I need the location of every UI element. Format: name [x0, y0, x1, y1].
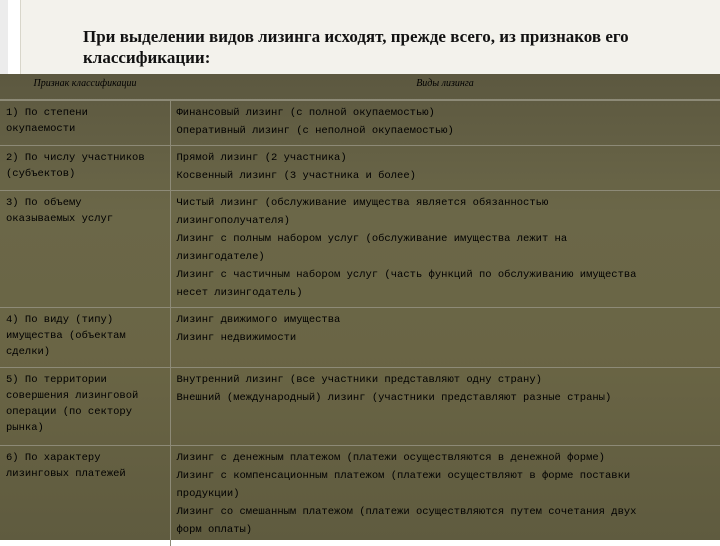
- type-text: Лизинг со смешанным платежом (платежи осуществляются путем сочетания двух: [176, 506, 637, 518]
- type-text: Внешний (международный) лизинг (участники представляют разные страны): [176, 392, 612, 404]
- classification-table-area: [0, 74, 720, 540]
- type-text: Лизинг с частичным набором услуг (часть функций по обслуживанию имущества: [176, 269, 637, 281]
- criterion-cell: [0, 191, 170, 308]
- header-types: Виды лизинга: [170, 74, 720, 100]
- type-text: Чистый лизинг (обслуживание имущества является обязанностью: [176, 197, 549, 209]
- table-row: [0, 146, 720, 191]
- criterion-text: совершения лизинговой: [6, 390, 139, 402]
- criterion-cell: [0, 308, 170, 368]
- types-cell: [170, 191, 720, 308]
- title-area: [20, 0, 720, 74]
- table-row: [0, 368, 720, 446]
- criterion-text: рынка): [6, 422, 44, 434]
- type-text: продукции): [176, 488, 240, 500]
- type-text: Косвенный лизинг (3 участника и более): [176, 170, 416, 182]
- criterion-text: 1) По степени: [6, 107, 88, 119]
- types-cell: [170, 100, 720, 146]
- type-text: Лизинг недвижимости: [176, 332, 297, 344]
- type-text: несет лизингодатель): [176, 287, 303, 299]
- criterion-text: (субъектов): [6, 168, 76, 180]
- criterion-text: 2) По числу участников: [6, 152, 145, 164]
- table-header-row: [0, 74, 720, 100]
- table-row: [0, 100, 720, 146]
- criterion-cell: [0, 446, 170, 546]
- criterion-text: оказываемых услуг: [6, 213, 114, 225]
- types-cell: [170, 308, 720, 368]
- type-text: Лизинг с полным набором услуг (обслуживание имущества лежит на: [176, 233, 568, 245]
- types-cell: [170, 446, 720, 546]
- criterion-cell: [0, 100, 170, 146]
- criterion-text: имущества (объектам: [6, 330, 126, 342]
- criterion-text: 6) По характеру: [6, 452, 101, 464]
- type-text: Прямой лизинг (2 участника): [176, 152, 347, 164]
- type-text: форм оплаты): [176, 524, 253, 536]
- table-row: [0, 308, 720, 368]
- type-text: Внутренний лизинг (все участники представляют одну страну): [176, 374, 542, 386]
- type-text: лизингодателе): [176, 251, 265, 263]
- criterion-text: сделки): [6, 346, 51, 358]
- type-text: лизингополучателя): [176, 215, 290, 227]
- criterion-cell: [0, 368, 170, 446]
- criterion-text: 4) По виду (типу): [6, 314, 114, 326]
- criterion-text: 5) По территории: [6, 374, 107, 386]
- type-text: Лизинг движимого имущества: [176, 314, 341, 326]
- table-row: [0, 446, 720, 546]
- type-text: Лизинг с денежным платежом (платежи осуществляются в денежной форме): [176, 452, 605, 464]
- criterion-text: операции (по сектору: [6, 406, 133, 418]
- types-cell: [170, 146, 720, 191]
- type-text: Финансовый лизинг (с полной окупаемостью): [176, 107, 435, 119]
- criterion-text: окупаемости: [6, 123, 76, 135]
- type-text: Лизинг с компенсационным платежом (платежи осуществляют в форме поставки: [176, 470, 631, 482]
- type-text: Оперативный лизинг (с неполной окупаемостью): [176, 125, 454, 137]
- slide-title: При выделении видов лизинга исходят, прежде всего, из признаков его классификации:: [83, 27, 629, 67]
- criterion-cell: [0, 146, 170, 191]
- header-criterion: Признак классификации: [0, 74, 170, 100]
- criterion-text: 3) По объему: [6, 197, 82, 209]
- classification-table: [0, 74, 720, 546]
- criterion-text: лизинговых платежей: [6, 468, 126, 480]
- types-cell: [170, 368, 720, 446]
- table-row: [0, 191, 720, 308]
